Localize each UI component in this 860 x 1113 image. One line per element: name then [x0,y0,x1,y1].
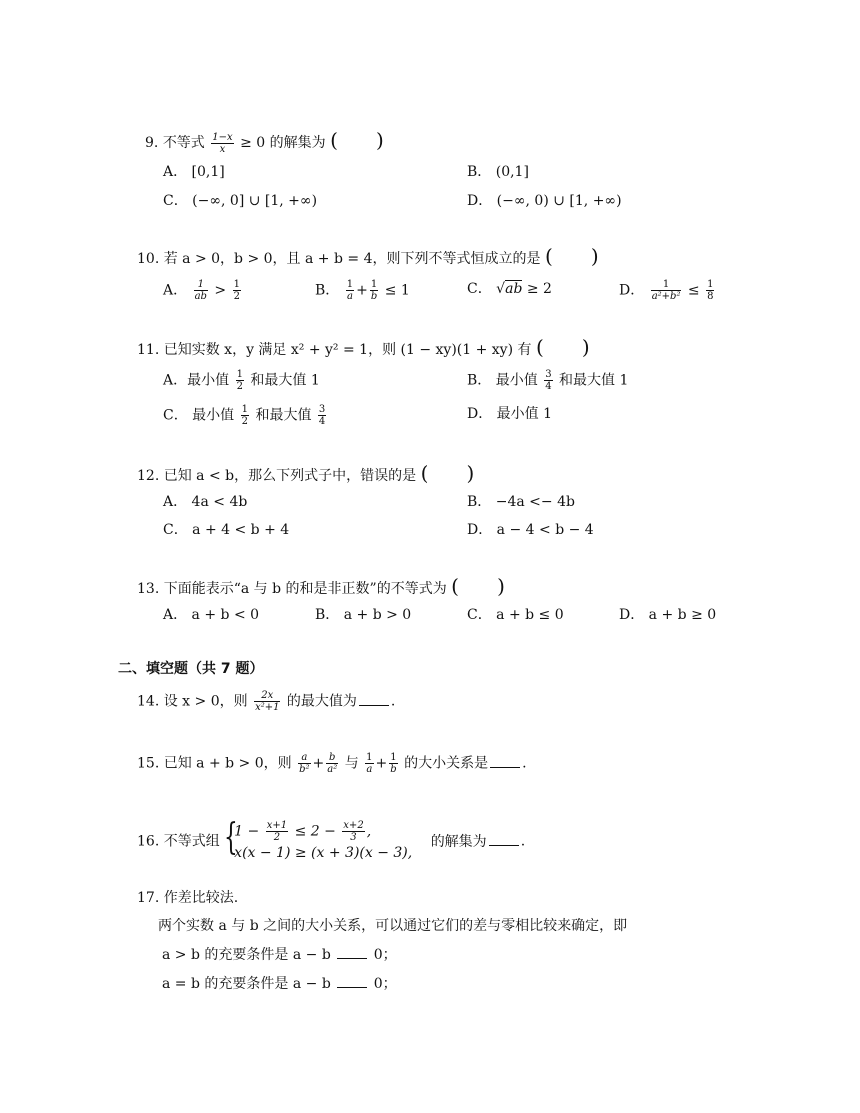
question-10 [137,246,599,269]
option-c: C． a + b ≤ 0 [467,607,564,623]
option-a: A．最小值 $\frac{1}{2}$ 和最大值 1 [163,369,320,392]
option-b: B． 最小值 $\frac{3}{4}$ 和最大值 1 [467,369,629,392]
option-a: A． $\frac{1}{ab}$ > $\frac{1}{2}$ [163,279,240,302]
answer-blank[interactable] [359,693,389,706]
question-stem: 不等式 [162,135,205,151]
answer-paren: ( ) [420,461,475,485]
option-a: A． a + b < 0 [163,607,260,623]
fraction: $\frac{1-x}{x}$ [212,131,233,155]
question-number: 14. [137,693,160,710]
option-b: B． a + b > 0 [315,607,412,623]
option-d: D． $\frac{1}{\text{a²+b²}}$ ≤ $\frac{1}{8}$ [619,279,714,302]
option-b: B． −4a <− 4b [467,494,575,510]
question-number: 13. [137,581,160,597]
answer-blank[interactable] [337,975,367,988]
option-d: D． a + b ≥ 0 [619,607,717,623]
question-stem: 设 x > 0，则 [163,693,248,710]
question-stem: 若 a > 0，b > 0，且 a + b = 4，则下列不等式恒成立的是 [163,251,541,267]
option-b: B． (0,1] [467,164,529,180]
answer-paren: ( ) [330,128,384,152]
question-stem: 已知 a + b > 0，则 [163,755,292,772]
answer-blank[interactable] [489,833,519,846]
answer-paren: ( ) [535,335,590,359]
option-c: C． √ab ≥ 2 [467,281,552,297]
question-stem: 的解集为 [430,833,487,850]
question-text: 两个实数 a 与 b 之间的大小关系，可以通过它们的差与零相比较来确定，即 [158,918,628,934]
question-text: a > b 的充要条件是 a − b 0； [162,947,397,963]
answer-blank[interactable] [337,946,367,959]
question-13 [137,576,505,599]
question-stem: 下面能表示“a 与 b 的和是非正数”的不等式为 [163,581,447,597]
question-stem: 的大小关系是 [404,755,489,772]
question-14: 14. 设 x > 0，则 $\frac{2x}{\text{x²+1}}$ 的最大值为 . [137,690,396,713]
option-d: D． a − 4 < b − 4 [467,522,594,538]
question-11 [137,337,590,360]
question-number: 11. [137,342,160,358]
option-c: C． a + 4 < b + 4 [163,522,290,538]
section-title: 二、填空题（共 7 题） [118,661,264,677]
option-d: D． 最小值 1 [467,406,553,422]
option-b: B． $\frac{1}{a}$ + $\frac{1}{b}$ ≤ 1 [315,279,410,302]
question-12 [137,463,474,486]
option-c: C． (−∞, 0] ∪ [1, +∞) [163,193,318,209]
question-stem: 已知 a < b，那么下列式子中，错误的是 [163,468,417,484]
question-number: 15. [137,755,160,772]
option-c: C． 最小值 $\frac{1}{2}$ 和最大值 $\frac{3}{4}$ [163,404,326,427]
question-9 [145,130,384,155]
question-stem: ≥ 0 的解集为 [240,135,326,151]
question-number: 10. [137,251,160,267]
question-stem: 作差比较法. [163,890,239,906]
answer-paren: ( ) [544,244,599,268]
question-text: a = b 的充要条件是 a − b 0； [162,976,397,992]
question-17 [137,888,238,908]
fraction: $\frac{2x}{\text{x²+1}}$ [255,690,280,713]
option-d: D． (−∞, 0) ∪ [1, +∞) [467,193,622,209]
option-a: A． 4a < 4b [163,494,248,510]
option-a: A． [0,1] [163,164,225,180]
question-15: 15. 已知 a + b > 0，则 $\frac{a}{\text{b²}}$ + $\frac{b}{\text{a²}}$ 与 $\frac{1}{a}$ + $\frac{1}{b}$ 的大小关系是 . [137,752,527,775]
inequality-system: { 1 − $\frac{x+1}{2}$ ≤ 2 − $\frac{x+2}{3}$ , x(x − 1) ≥ (x + 3)(x − 3), [224,817,413,861]
question-stem: 的最大值为 [286,693,357,710]
question-16: 16. 不等式组 { 1 − $\frac{x+1}{2}$ ≤ 2 − $\frac{x+2}{3}$ , x(x − 1) ≥ (x + 3)(x − 3), 的解集为 . [137,817,526,861]
question-stem: 已知实数 x，y 满足 x² + y² = 1，则 (1 − xy)(1 + xy) 有 [163,342,532,358]
question-stem: 不等式组 [163,833,220,850]
question-number: 16. [137,833,160,850]
question-number: 9. [145,135,159,151]
question-number: 12. [137,468,160,484]
answer-blank[interactable] [490,755,520,768]
answer-paren: ( ) [451,574,505,598]
question-number: 17. [137,890,160,906]
